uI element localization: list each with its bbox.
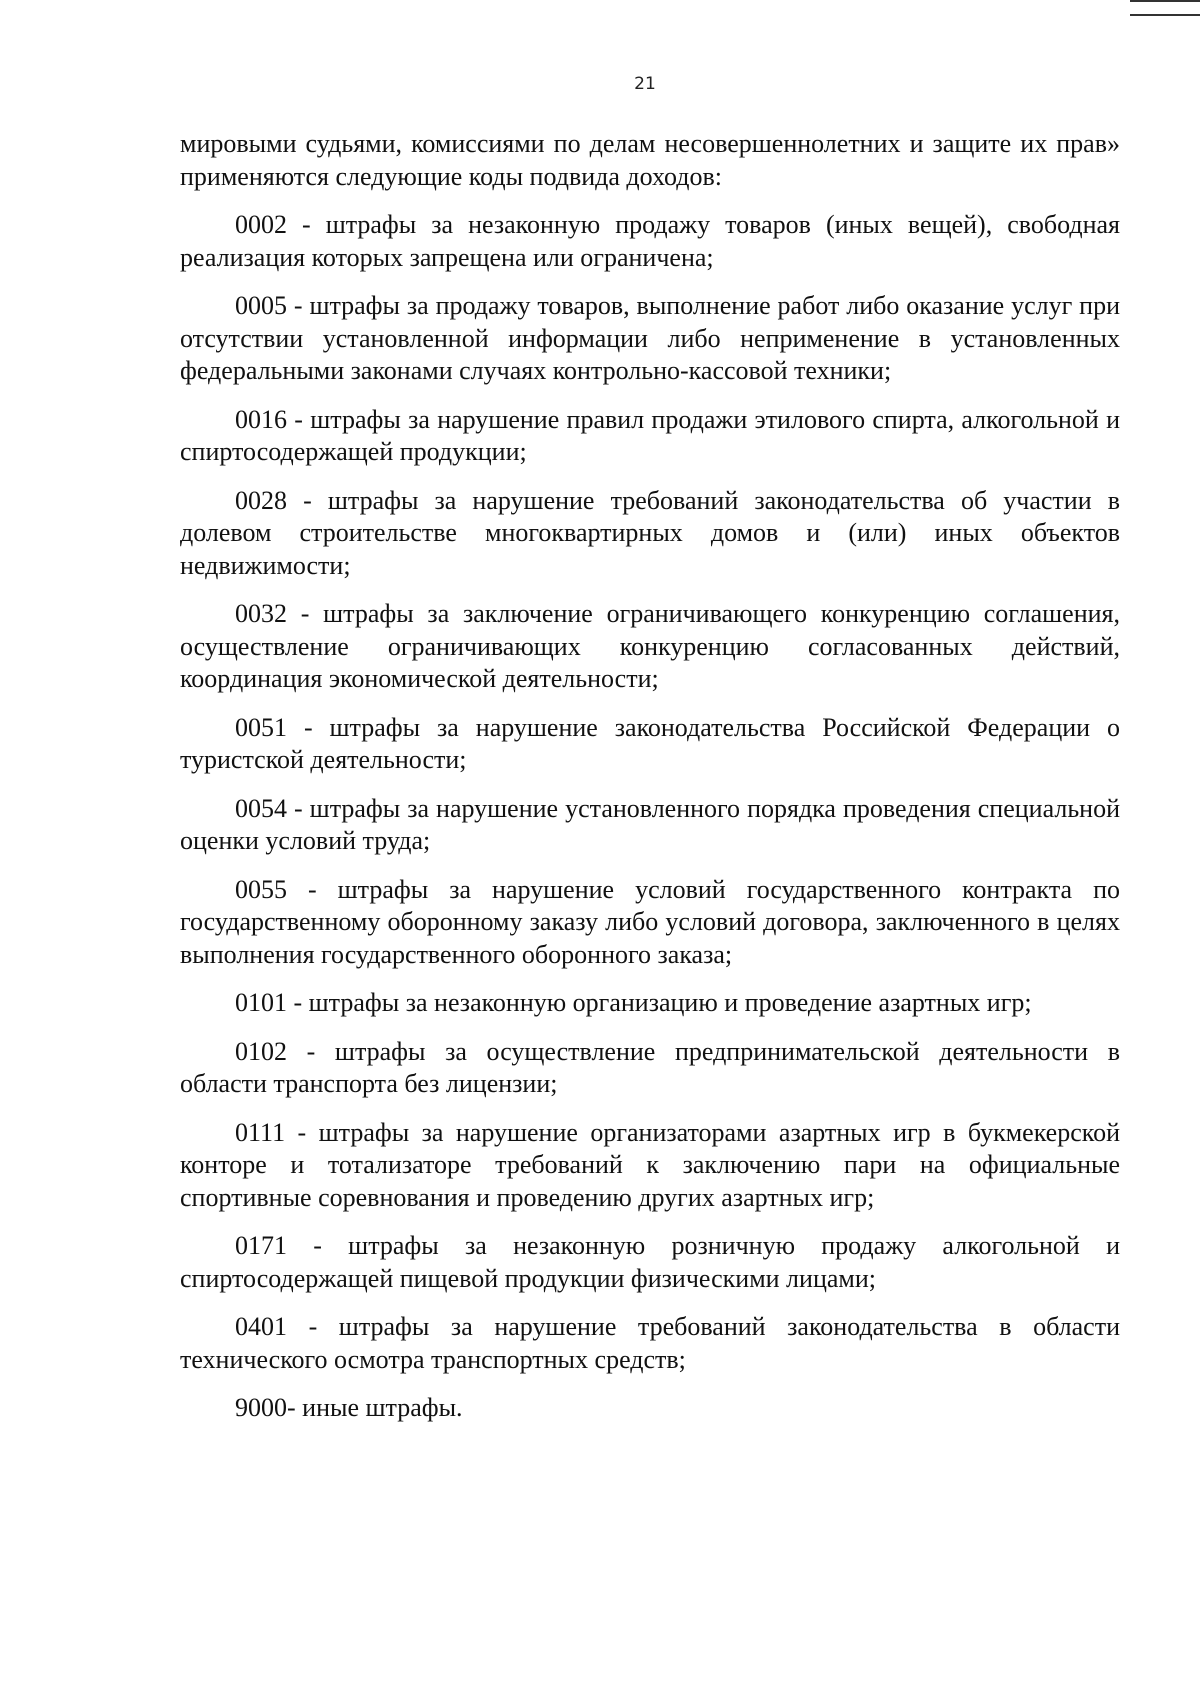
page-number: 21 <box>634 74 656 94</box>
list-item: 0171 - штрафы за незаконную розничную продажу алкогольной и спиртосодержащей пищевой продукции физическими лицами; <box>180 1231 1120 1293</box>
list-item: 0055 - штрафы за нарушение условий государственного контракта по государственному оборонному заказу либо условий договора, заключенного в целях выполнения государственного оборонного заказа; <box>180 874 1120 969</box>
list-item: 0002 - штрафы за незаконную продажу товаров (иных вещей), свободная реализация которых запрещена или ограничена; <box>180 210 1120 272</box>
list-item: 0028 - штрафы за нарушение требований законодательства об участии в долевом строительстве многоквартирных домов и (или) иных объектов недвижимости; <box>180 485 1120 580</box>
list-item: 0032 - штрафы за заключение ограничивающего конкуренцию соглашения, осуществление ограничивающих конкуренцию согласованных действий, координация экономической деятельности; <box>180 599 1120 693</box>
list-item: 0051 - штрафы за нарушение законодательства Российской Федерации о туристской деятельности; <box>180 712 1120 774</box>
list-item: 0054 - штрафы за нарушение установленного порядка проведения специальной оценки условий труда; <box>180 793 1120 855</box>
list-item: 0101 - штрафы за незаконную организацию и проведение азартных игр; <box>235 988 1032 1017</box>
scan-corner-mark <box>1130 0 1200 16</box>
document-body <box>180 128 1120 1441</box>
list-item: 0016 - штрафы за нарушение правил продажи этилового спирта, алкогольной и спиртосодержащей продукции; <box>180 404 1120 466</box>
list-item: 0111 - штрафы за нарушение организаторами азартных игр в букмекерской конторе и тотализаторе требований к заключению пари на официальные спортивные соревнования и проведению других азартных игр; <box>180 1117 1120 1212</box>
list-item: 9000- иные штрафы. <box>235 1393 463 1422</box>
list-item: 0401 - штрафы за нарушение требований законодательства в области технического осмотра транспортных средств; <box>180 1312 1120 1374</box>
intro-paragraph: мировыми судьями, комиссиями по делам несовершеннолетних и защите их прав» применяются следующие коды подвида доходов: <box>180 129 1120 191</box>
list-item: 0102 - штрафы за осуществление предпринимательской деятельности в области транспорта без лицензии; <box>180 1036 1120 1098</box>
list-item: 0005 - штрафы за продажу товаров, выполнение работ либо оказание услуг при отсутствии установленной информации либо неприменение в установленных федеральными законами случаях контрольно-кассовой техники; <box>180 291 1120 385</box>
